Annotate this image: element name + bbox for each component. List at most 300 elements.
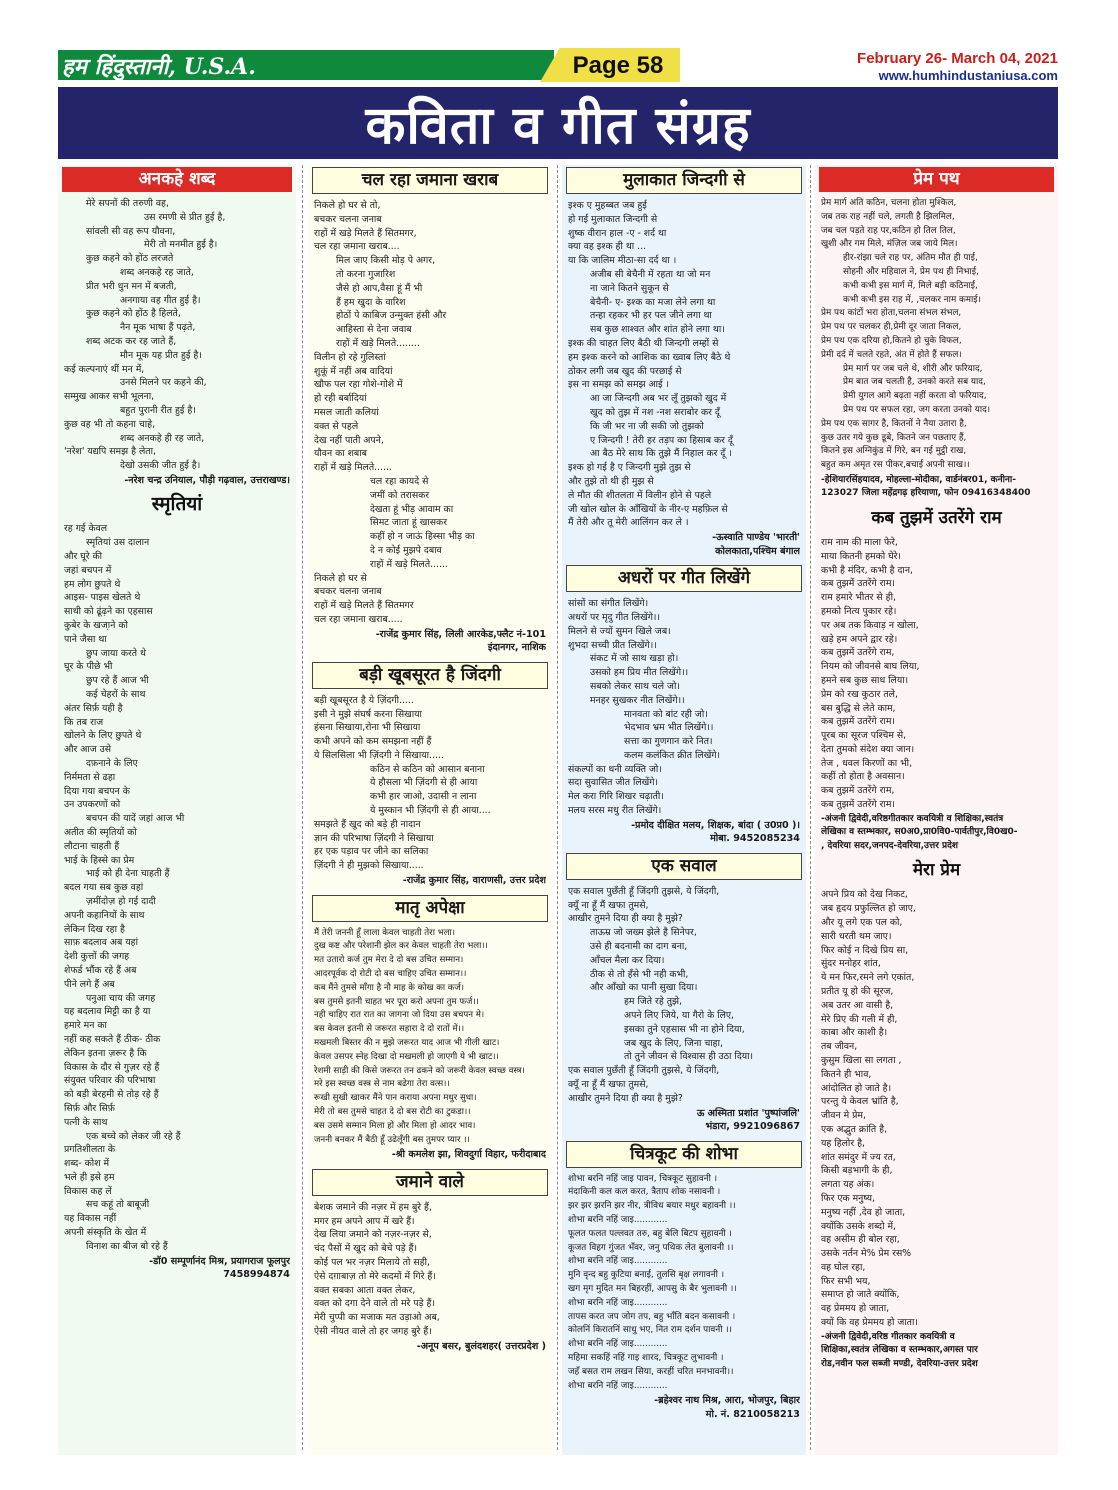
poem-line: चल रहा जमाना खराब....	[314, 241, 400, 253]
poem-line: कभी कभी इस मार्ग में, मिले बड़ी कठिनाई,	[843, 280, 978, 291]
poem-title: मेरा प्रेम	[912, 860, 961, 881]
poem-line: प्रेम को रख कुठार तले,	[821, 688, 898, 700]
poem-line: क्यों कि वह प्रेममय हो जाता।	[821, 1317, 918, 1329]
poem-line: मगर हम अपने आप में खरे हैं।	[314, 1215, 415, 1227]
poem-title: चित्रकूट की शोभा	[566, 1141, 802, 1168]
poem-line: कुछ वह भी तो कहना चाहे,	[64, 418, 156, 430]
poem-line: वक्त से पहले	[314, 420, 359, 432]
poem-line: होठों पे काबिज उन्मुक्त हंसी और	[336, 310, 447, 322]
poem-line: कलम कलंकित क्रीत लिखेंगे।	[624, 749, 721, 761]
poem-line: आइस- पाइस खेलते थे	[64, 592, 141, 604]
poem-line: जीवन मे प्रेम,	[821, 1110, 866, 1122]
poem-title: मुलाकात जिन्दगी से	[566, 167, 802, 194]
poem-line: कोलनिं किरातनिं साधु भए, नित राम दर्शन पावनी ।।	[568, 1325, 732, 1336]
poem-line: विनाश का बीज बो रहे हैं	[86, 1240, 168, 1252]
poem-line: कुछ कहने को होंठ है हिलते,	[86, 308, 181, 320]
poem-line: नियम को जीवनसे बाघ लिया,	[821, 661, 920, 673]
poem-line: मेरी तो बस तुमसे चाहत दे दो बस रोटी का टुकडा।।	[314, 1106, 471, 1117]
poem-line: आंदोलित हो जाते है।	[821, 1082, 892, 1094]
poem-credit: -राजेंद्र कुमार सिंह, वाराणसी, उत्तर प्रदेश	[402, 875, 546, 887]
poem-line: मिल जाए किसी मोड़ पे अगर,	[336, 255, 436, 267]
poem-line: ये सिलसिला भी ज़िंदगी ने सिखाया.....	[314, 749, 444, 761]
poem-line: ए जिन्दगी ! तेरी हर तड़प का हिसाब कर दूँ	[590, 434, 733, 446]
poem-line: उस रमणी से प्रीत हुई है,	[144, 211, 226, 223]
poem-line: तो करना गुजारिश	[336, 268, 396, 280]
poem-line: शब्द- कोश में	[64, 1158, 110, 1170]
poem-line: और आज उसे	[64, 744, 112, 756]
poem-title: अनकहे शब्द	[62, 167, 292, 192]
poem-line: जैसे हो आप,वैसा हूं मैं भी	[336, 282, 423, 294]
poem-line: हीर-रांझा चले राह पर, अंतिम मौत ही पाई,	[843, 253, 978, 264]
poem-body	[815, 197, 1058, 473]
poem-body	[562, 199, 806, 530]
poem-line: एक बच्चे को लेकर जी रहे हैं	[86, 1130, 181, 1142]
poem-line: नैन मूक भाषा हैं पढ़ते,	[120, 322, 196, 334]
poem-line: जब हृदय प्रफुल्लित हो जाए,	[821, 903, 916, 915]
poem-line: भाई के हिस्से का प्रेम	[64, 854, 135, 866]
poem-line: समझते हैं खुद को बड़े ही नादान	[314, 818, 421, 830]
poem-line: प्रीत भरी धुन मन में बजती,	[86, 280, 177, 292]
poem-line: मेरे सपनों की तरुणी वह,	[86, 198, 169, 209]
poem-line: खौफ पल रहा गोशे-गोशे में	[314, 379, 403, 391]
poem-line: बस केवल इतनी से जरूरत सहारा दे दो रातों में।।	[314, 1024, 465, 1035]
poem-line: हो रही बर्बादियां	[314, 393, 367, 405]
poem-line: संकट में जो साथ खड़ा हो।	[590, 653, 679, 665]
poem-line: शोभा बरनि नहिं जाइ............	[568, 1380, 668, 1391]
poem-line: कभी कभी इस राह में, ,चलकर नाम कमाई।	[843, 294, 981, 305]
poem-line: इस ना समझ को समझ आई ।	[568, 379, 670, 391]
poem-line: अपने प्रिय को देख निकट,	[821, 889, 908, 901]
column-4	[815, 165, 1058, 1455]
poem-line: बचपन की यादें जहां आज भी	[86, 813, 185, 825]
poem-line: पीने लगे हैं अब	[64, 978, 115, 990]
poem-line: एक अद्भुत क्रांति है,	[821, 1123, 888, 1135]
poem-line: बचकर चलना जनाब	[314, 213, 382, 225]
poem-line: प्रेम मार्ग पर जब चले थे, शीरी और फरियाद,	[843, 363, 983, 374]
poem-line: क्यूँ ना हूँ मैं खफा तुमसे,	[568, 1079, 649, 1091]
column-1	[58, 165, 296, 1455]
poem-line: हम इश्क करने को आशिक का ख्वाब लिए बैठे थे	[568, 351, 731, 363]
poem-title: बड़ी खूबसूरत है जिंदगी	[312, 662, 548, 689]
poem-line: आँचल मैला कर दिया।	[590, 954, 665, 966]
poem-line: झर झर झरनि झर नीर, त्रीविध बयार मधुर बहावनी ।।	[568, 1201, 736, 1212]
poem-line: तेज , धवल किरणों का भी,	[821, 757, 913, 769]
poem-line: कि जी भर ना जी सकी जो तुझको	[590, 420, 704, 432]
poem-line: प्रेमी दर्द में चलते रहते, अंत में होते हैं सफल।	[821, 349, 962, 360]
poem-line: ठीक से तो हँसे भी नही कभी,	[590, 968, 689, 980]
poem-line: मनुष्य नहीं ,देव हो जाता,	[821, 1206, 906, 1218]
poem-credit: -अंजनी द्विवेदी,वरिष्ठगीतकार कवयित्री व शिक्षिका,स्वतंत्र लेखिका व स्तम्भकार, स0अ0,प्रा0वि0-पार्वतीपुर,वि0ख0- , देवरिया सदर,जनपद-देवरिया,उत्तर प्रदेश	[821, 813, 1018, 851]
poem-line: अधरों पर मृदु गीत लिखेंगे।।	[568, 611, 660, 623]
poem-line: मिलने से ज्यों सुमन खिले जब।	[568, 625, 671, 637]
poem-line: भाई को ही देना चाहती हैं	[86, 868, 170, 880]
poem-body	[815, 536, 1058, 812]
poem-line: बचकर चलना जनाब	[314, 586, 382, 598]
poem-line: निर्ममता से ढहा	[64, 771, 116, 783]
poem-title: मातृ अपेक्षा	[312, 895, 548, 922]
poem-line: भले ही इसे हम	[64, 1171, 115, 1183]
poem-line: यह बदलाव मिट्टी का है या	[64, 1006, 151, 1018]
poem-title: अधरों पर गीत लिखेंगे	[566, 565, 802, 592]
poem-line: साथी को ढूंढ़ने का एहसास	[64, 606, 153, 618]
poem-line: शुकूं में नहीं अब वादियां	[314, 365, 393, 377]
poem-line: इश्क ए मुहब्बत जब हुई	[568, 200, 647, 211]
poem-line: शुभदा सच्ची प्रीत लिखेंगे।।	[568, 639, 657, 651]
poem-line: और घूरे की	[64, 551, 103, 563]
poem-line: मरे इस स्वच्छ वस्त्र से नाम बढेगा तेरा वत्स।।	[314, 1079, 450, 1090]
poem-line: देशी कुत्तों की जगह	[64, 951, 130, 963]
poem-line: जब तक राह नहीं चले, लगती है झिलमिल,	[821, 211, 955, 222]
poem-line: पूरब का सूरज पश्चिम से,	[821, 730, 907, 742]
poem-line: आ जा जिन्दगी अब भर लूँ तुझको खुद में	[590, 393, 727, 405]
poem-line: फिर एक मनुष्य,	[821, 1192, 875, 1204]
poem-line: कभी है मंदिर, कभी है दान,	[821, 564, 913, 576]
poem-line: संकल्पों का धनी व्यक्ति जो।	[568, 763, 662, 775]
poem-line: मेरी तो मनमीत हुई है।	[144, 239, 218, 251]
section-banner	[58, 87, 1058, 159]
poem-line: प्रेम पथ पर चलकर ही,प्रेमी दूर जाता निकल,	[821, 322, 962, 333]
poem-line: हमको नित्य पुकार रहे।	[821, 605, 897, 617]
poem-line: कितने ही भाव,	[821, 1068, 872, 1080]
poem-line: जहँ बसत राम लखन सिया, करहीं चरित मनभावनी।।	[568, 1366, 734, 1377]
poem-line: कि तब राज	[64, 716, 104, 728]
poem-line: फिर सभी भय,	[821, 1275, 871, 1287]
poem-line: बहुत पुरानी रीत हुई है।	[120, 404, 196, 416]
poem-line: रूखी सुखी खाकर मैंने पान कराया अपना मधुर सुधा।	[314, 1093, 477, 1104]
poem-line: रह गई केवल	[64, 523, 108, 535]
poem-line: मत उतारो कर्ज तुम मेरा दे दो बस उचित सम्मान।	[314, 955, 464, 966]
poem-line: मखमली बिस्तर की न मुझे जरूरत याद आज भी गीली खाट।	[314, 1037, 500, 1048]
poem-line: माया कितनी हमको घेरे।	[821, 550, 901, 562]
poem-line: फूलत फलत पल्लवत तरु, बहु बेलि बिटप सुहावनी ।	[568, 1228, 732, 1239]
poem-line: आदरपूर्वक दो रोटी दो बस चाहिए उचित सम्मान।।	[314, 968, 467, 979]
poem-line: महिमा सकहिं नहिं गाइ शारद, चित्रकूट लुभावनी ।	[568, 1352, 724, 1363]
poem-line: या कि जालिम मीठा-सा दर्द था ।	[568, 255, 677, 267]
poem-line: शोभा बरनि नहिं जाइ............	[568, 1256, 668, 1267]
poem-line: हम जिते रहे तुझे,	[624, 996, 682, 1008]
poem-line: पाने जैसा था	[64, 633, 107, 645]
poem-line: ज्ञान की परिभाषा ज़िंदगी ने सिखाया	[314, 832, 434, 844]
poem-body	[562, 1173, 806, 1394]
poem-line: कब तुझमें उतरेंगे राम,	[821, 647, 895, 659]
poem-line: कुछ कहने को होंठ लरजते	[86, 253, 174, 265]
poem-line: शुष्क वीरान हाल -ए - शर्द था	[568, 227, 667, 239]
poem-line: सांवली सी वह रूप यौवना,	[86, 225, 176, 237]
poem-line: मेरी चुप्पी का मजाक मत उड़ाओ अब,	[314, 1312, 440, 1324]
poem-line: छुप जाया करते थे	[86, 647, 146, 659]
poem-line: खुद को तुझ में नश -नश सराबोर कर दूँ	[590, 406, 720, 418]
poem-line: लौटाना चाहती हैं	[64, 840, 120, 852]
poem-line: बेशक जमाने की नज़र में हम बुरे हैं,	[314, 1201, 432, 1213]
poem-line: शब्द अटक कर रह जाते हैं,	[86, 335, 177, 347]
poem-line: दे न कोई मुझपे दबाव	[370, 544, 442, 556]
poem-line: रेशमी साड़ी की किसे जरूरत तन ढकने को जरूरी केवल स्वच्छ वस्त्र।	[314, 1065, 525, 1076]
poem-line: अपनी कहानियों के साथ	[64, 909, 145, 921]
poem-line: वह असीम ही बोल रहा,	[821, 1234, 900, 1246]
poem-line: देख लिया जमाने को नज़र-नज़र से,	[314, 1229, 432, 1241]
poem-line: जहां बचपन में	[64, 564, 112, 576]
poem-credit: -अनूप बसर, बुलंदशहर( उत्तरप्रदेश )	[416, 1340, 546, 1352]
poem-line: सिमट जाता हूं खासकर	[370, 517, 447, 529]
poem-line: वह प्रेममय हो जाता,	[821, 1303, 890, 1315]
column-2	[308, 165, 552, 1455]
poem-line: राहों में खड़े मिलते......	[314, 462, 392, 474]
poem-line: अनगाया वह गीत हुई है।	[120, 294, 201, 306]
poem-credit: -प्रमोद दीक्षित मलय, शिक्षक, बांदा ( उ0प्र0 )। मोबा. 9452085234	[631, 819, 800, 845]
poem-line: खग मृग मुदित मन बिहरहीं, आपसु के बैर भुलावनी ।।	[568, 1284, 737, 1294]
poem-line: कठिन से कठिन को आसान बनाना	[370, 763, 485, 775]
poem-line: राम हमारे भीतर से ही,	[821, 592, 896, 604]
poem-line: कुबेर के खजा़ने को	[64, 620, 128, 632]
column-divider	[302, 165, 303, 1450]
poem-line: और तुझे तो थी ही मुझ से	[568, 475, 654, 487]
poem-line: प्रेम पथ एक दरिया हो,कितने हो चुके विफल,	[821, 335, 962, 346]
poem-line: कहीं हो न जाऊं हिस्सा भीड़ का	[370, 531, 475, 543]
poem-line: फिर कोई न दिखे प्रिय सा,	[821, 944, 909, 956]
poem-line: मनहर सुखकर नीत लिखेंगे।।	[590, 694, 685, 706]
poem-line: किसी बड़भागी के ही,	[821, 1165, 893, 1177]
column-divider	[557, 165, 558, 1450]
website-link[interactable]: www.humhindustaniusa.com	[878, 68, 1058, 83]
poem-line: ले मौत की शीतलता में विलीन होने से पहले	[568, 489, 712, 501]
poem-line: चंद पैसों में खुद को बेचे पड़े हैं।	[314, 1243, 418, 1255]
poem-line: शब्द अनकहे रह जाते,	[120, 266, 194, 278]
poem-line: और आँखो का पानी सुखा दिया।	[590, 982, 698, 994]
poem-line: मौन मूक यह प्रीत हुई है।	[120, 349, 202, 361]
poem-line: स्मृतियां उस दालान	[86, 537, 150, 549]
poem-line: बस उसमे सम्मान मिला हो और मिला हो आदर भाव।	[314, 1120, 476, 1131]
poem-title: चल रहा जमाना खराब	[312, 167, 548, 194]
poem-line: सुंदर मनोहर शांत,	[821, 958, 881, 970]
poem-line: नहीं कह सकते हैं ठीक- ठीक	[64, 1033, 161, 1045]
poem-line: जब खुद के लिए, जिना चाहा,	[624, 1037, 723, 1049]
poem-body	[308, 1201, 552, 1339]
poem-line: दुख कष्ट और परेशानी झेल कर केवल चाहती तेरा भला।।	[314, 941, 488, 952]
poem-line: हो गई मुलाकात जिन्दगी से	[568, 213, 658, 225]
poem-line: कुछ उतर गये कुछ डूबे, कितने जन पछताए हैं,	[821, 432, 967, 443]
poem-line: सबको लेकर साथ चले जो।	[590, 680, 680, 692]
poem-line: प्रेम बात जब चलती है, उनको करते सब याद,	[843, 377, 986, 388]
poem-credit: -राजेंद्र कुमार सिंह, लिली आरकेड,फ्लैट नं-101 इंदानगर, नाशिक	[375, 628, 546, 654]
poem-line: शांत समंदुर में ज्य रत,	[821, 1151, 896, 1163]
poem-line: मैं तेरी और तू मेरी आलिंगन कर ले ।	[568, 517, 689, 529]
poem-line: जब चल पड़ते राह पर,कठिन हो तिल तिल,	[821, 225, 956, 236]
poem-line: आखीर तुमने दिया ही क्या है मुझे?	[568, 1092, 683, 1104]
poem-line: कई चेहरों के साथ	[86, 689, 146, 700]
poem-title: प्रेम पथ	[819, 167, 1054, 192]
poem-line: कुसुम खिला सा लगता ,	[821, 1054, 902, 1066]
poem-line: देख नहीं पाती अपने,	[314, 434, 384, 446]
poem-line: अजीब सी बेचैनी में रहता था जो मन	[590, 268, 711, 280]
poem-line: मेरे प्रिए की गली में ही,	[821, 1013, 898, 1025]
poem-line: सत्ता का गुणगान करे नित।	[624, 736, 713, 748]
poem-line: हर एक पड़ाव पर जीने का सलिका	[314, 846, 429, 858]
poem-title: जमाने वाले	[312, 1169, 548, 1196]
poem-line: अंतर सिर्फ़ यही है	[64, 702, 123, 714]
poem-line: सोहनी और महिवाल ने, प्रेम पथ ही निभाई,	[843, 266, 979, 277]
poem-body	[308, 927, 552, 1148]
poem-line: आखीर तुमने दिया ही क्या है मुझे?	[568, 913, 683, 925]
poem-line: ये हौसला भी ज़िंदगी से ही आया	[370, 777, 478, 789]
poem-credit: -ब्रहेश्वर नाथ मिश्र, आरा, भोजपुर, बिहार मो. नं. 8210058213	[654, 1395, 800, 1420]
poem-line: सम्मुख आकर सभी भूलना,	[64, 391, 155, 403]
poem-line: ठोकर लगी जब खुद की परछाई से	[568, 365, 682, 377]
poem-line: कब मैंने तुमसे माँगा है नौ माह के कोख का कर्ज।	[314, 982, 465, 993]
poem-line: आ बैठ मेरे साथ कि तुझे मैं निहाल कर दूँ ।	[590, 448, 732, 460]
poem-line: बड़ी खूबसूरत है ये ज़िंदगी.....	[314, 694, 414, 706]
poem-line: ऐसी नीयत वाले तो हर जगह बुरे हैं।	[314, 1325, 432, 1337]
poem-line: मलय सरस मधु रीत लिखेंगे।	[568, 805, 662, 817]
poem-line: मेल करा गिरि शिखर चढ़ाती।	[568, 791, 664, 803]
poem-line: मैं तेरी जननी हूँ लाला केवल चाहती तेरा भला।	[314, 927, 456, 938]
publication-name: हम हिंदुस्तानी, U.S.A.	[62, 54, 256, 80]
poem-line: बेचैनी- ए- इश्क का मजा लेने लगा था	[590, 296, 716, 308]
poem-line: बस बुद्धि से लेते काम,	[821, 702, 896, 714]
poem-line: उसको हम प्रिय मीत लिखेंगे।।	[590, 667, 689, 679]
poem-line: सांसों का संगीत लिखेंगे।	[568, 598, 649, 610]
poem-line: शोभा बरनि नहिं जाइ पावन, चित्रकूट सुहावनी ।	[568, 1173, 718, 1184]
poem-line: लगता यह अंक।	[821, 1179, 875, 1191]
poem-body	[308, 199, 552, 627]
poem-line: जमीं को तरासकर	[370, 489, 430, 501]
poem-line: शोभा बरनि नहिं जाइ............	[568, 1215, 668, 1226]
poem-line: सिर्फ़ और सिर्फ़	[64, 1102, 115, 1114]
poem-line: राहों में खड़े मिलते हैं सितमगर	[314, 600, 414, 612]
poem-line: खोलने के लिए छुपते थे	[64, 730, 142, 742]
page-number: Page 58	[572, 52, 664, 79]
poem-line: प्रेम पथ पर सफल रहा, जग करता उनको याद।	[843, 404, 991, 415]
poem-line: को बड़ी बेरहमी से तोड़ रहे हैं	[64, 1089, 159, 1101]
poem-line: दफ़नाने के लिए	[86, 757, 138, 769]
poem-line: परन्तु ये केवल भ्रांति है,	[821, 1096, 899, 1108]
poem-line: खड़े हम अपने द्वार रहे।	[821, 633, 898, 645]
poem-line: बस तुमसे इतनी चाहत भर पूरा करो अपना तुम फर्ज।।	[314, 996, 479, 1007]
poem-line: इसी ने मुझे संघर्ष करना सिखाया	[314, 708, 422, 720]
poem-line: हमने सब कुछ साध लिया।	[821, 674, 909, 686]
poem-body	[58, 522, 296, 1253]
poem-line: अपनी संस्कृति के खेत में	[64, 1227, 147, 1239]
poem-line: सदा सुवासित जीत लिखेंगे।	[568, 777, 659, 789]
poem-line: सच कहूं तो बाबूजी	[86, 1199, 150, 1211]
poem-line: निकले हो घर से तो,	[314, 200, 381, 211]
poem-line: हंसना सिखाया,रोना भी सिखाया	[314, 722, 421, 734]
poem-line: कब तुझमें उतरेंगे राम।	[821, 799, 895, 811]
poem-line: अतीत की स्मृतियों को	[64, 826, 137, 838]
poem-line: ना जाने कितने सुकून से	[590, 282, 669, 294]
poem-line: जी खोल खोल के आँखियों के नीर-ए महफ़िल से	[568, 503, 728, 515]
poem-line: 'नरेश' यद्यपि समझ है लेता,	[64, 446, 156, 458]
poem-line: उसे ही बदनामी का दाग बना,	[590, 941, 688, 953]
poem-line: खुशी और गम मिले, मंज़िल जब जाये मिल।	[821, 239, 958, 250]
poem-line: नही चाहिए रात रात का जागना जो दिया उस बचपन मे।	[314, 1010, 485, 1021]
poem-line: विकास कह लें	[64, 1185, 112, 1197]
poem-line: वक्त सबका आता वक्त लेकर,	[314, 1284, 416, 1296]
poem-line: राम नाम की माला फेरे,	[821, 536, 898, 548]
poem-line: विकास के दौर से गुज़र रहे हैं	[64, 1061, 160, 1073]
poem-line: तापस करत जप जोग तप, बहु भाँति बदन कसावनी ।	[568, 1311, 736, 1322]
poem-line: ताऊम्र जो जख्म झेले है सिनेपर,	[590, 927, 697, 939]
column-divider	[810, 165, 811, 1450]
poem-line: एक सवाल पुछँती हूँ जिंदगी तुझसे, ये जिंदगी,	[568, 1065, 720, 1077]
poem-line: अपने लिए जिये, या गैरो के लिए,	[624, 1010, 734, 1022]
poem-line: तो तुने जीवन से विश्वास ही उठा दिया।	[624, 1051, 754, 1063]
poem-line: ये मन फिर,रमने लगे एकांत,	[821, 972, 915, 984]
poem-line: देखता हूं भीड़ आवाम का	[370, 503, 454, 515]
poem-line: यौवन का शबाब	[314, 448, 367, 460]
poem-line: यह विकास नहीं	[64, 1213, 117, 1225]
poem-line: सारी धरती थम जाए।	[821, 930, 892, 942]
poem-line: वक्त को दगा देने वाले तो मरे पड़े हैं।	[314, 1298, 435, 1310]
poem-body	[562, 597, 806, 818]
poem-credit: -श्री कमलेश झा, शिवदुर्गा विहार, फरीदाबाद	[391, 1149, 546, 1161]
poem-line: राहों में खड़े मिलते........	[336, 337, 420, 349]
poem-line: ज़मींदोज़ हो गई दादी	[86, 895, 156, 907]
poem-line: राहों में खड़े मिलते हैं सितमगर,	[314, 227, 417, 239]
poem-line: कभी अपने को कम समझना नहीं हैं	[314, 736, 432, 748]
poem-line: देखो उसकी जीत हुई है।	[120, 460, 201, 472]
poem-body	[562, 885, 806, 1106]
poem-body	[815, 888, 1058, 1330]
poem-line: क्योंकि उसके शब्दो में,	[821, 1220, 896, 1232]
poem-line: कोई पल भर नज़र मिलाये तो सही,	[314, 1257, 430, 1268]
poem-line: ये मुस्कान भी ज़िंदगी से ही आया....	[370, 805, 491, 817]
poem-line: कब तुझमें उतरेंगे राम,	[821, 785, 895, 797]
poem-line: लेकिन दिख रहा है	[64, 923, 125, 935]
poem-line: निकले हो घर से	[314, 572, 367, 584]
poem-title: कब तुझमें उतरेंगे राम	[871, 507, 1002, 528]
poem-line: सब कुछ शाश्वत और शांत होने लगा था।	[590, 324, 725, 336]
poem-line: प्रेम पथ एक सागर है, कितनों ने नैया उतारा है,	[821, 418, 967, 429]
poem-line: मानवता को बांट रही जो।	[624, 708, 708, 720]
poem-line: उनसे मिलने पर कहने की,	[120, 377, 207, 389]
poem-line: मसल जाती कलियां	[314, 406, 379, 418]
poem-line: कई कल्पनाएं थीं मन में,	[64, 363, 145, 375]
poem-line: चल रहा कायदे से	[370, 475, 429, 487]
poem-line: और यू लगे एक पल को,	[821, 916, 903, 928]
poem-line: पर अब तक किवाड़ न खोला,	[821, 619, 919, 631]
poem-line: ज़िंदगी ने ही मुझको सिखाया.....	[314, 860, 424, 872]
poem-line: कब तुझमें उतरेंगे राम।	[821, 578, 895, 590]
poem-credit: -हेशियारसिंहयादव, मोहल्ला-मोदीका, वार्डनंबर01, कनीना- 123027 जिला महेंद्रगढ़ हरियाणा, फोन 09416348400	[821, 474, 1031, 499]
poem-body	[308, 694, 552, 873]
banner-title: कविता व गीत संग्रह	[365, 94, 751, 156]
poem-line: कूजत विहग गुंजत भँवर, जनु पथिक लेत बुलावनी ।।	[568, 1242, 734, 1253]
poem-line: इश्क हो गई है ए जिन्दगी मुझे तुझ से	[568, 462, 691, 474]
poem-line: कभी हार जाओ, उदासी न लाना	[370, 791, 477, 803]
poem-line: शोभा बरनि नहिं जाइ............	[568, 1339, 668, 1350]
poem-line: अब उतर आ वासी है,	[821, 999, 894, 1011]
poem-line: शब्द अनकहे ही रह जाते,	[120, 432, 205, 444]
poem-title: एक सवाल	[566, 853, 802, 880]
poem-line: इसका तुने एहसास भी ना होने दिया,	[624, 1023, 745, 1035]
poem-credit: -अंजनी द्विवेदी,वरिष्ठ गीतकार कवयित्री व शिक्षिका,स्वतंत्र लेखिका व स्तम्भकार,अगस्त पार रोड,नवीन फल सब्जी मण्डी, देवरिया-उत्तर प्रदेश	[821, 1331, 978, 1369]
poem-line: क्या वह इश्क ही था ...	[568, 241, 647, 253]
poem-line: हैं हम खुदा के वारिश	[336, 296, 406, 308]
poem-line: शेफर्ड भौंक रहे हैं अब	[64, 964, 137, 976]
poem-credit: -नरेश चन्द्र उनियाल, पौड़ी गढ़वाल, उत्तराखण्ड।	[124, 474, 290, 486]
poem-line: ऐसे दग़ाबाज़ तो मेरे कदमों में गिरे हैं।	[314, 1270, 436, 1282]
poem-line: तब जीवन,	[821, 1041, 858, 1053]
poem-line: मंदाकिनी कल कल करत, त्रैताप शोक नसावनी ।	[568, 1187, 721, 1198]
poem-line: साफ़ बदलाव अब यहां	[64, 937, 138, 949]
poem-line: घूर के पीछे भी	[64, 661, 113, 673]
poem-line: संयुक्त परिवार की परिभाषा	[64, 1075, 156, 1087]
poem-line: बहुत कम अमृत रस पीकर,बचाई अपनी साख।।	[821, 460, 970, 471]
poem-line: राहों में खड़े मिलते......	[370, 558, 448, 570]
column-3	[562, 165, 806, 1455]
poem-line: प्रेमी युगल आगे बढ़ता नहीं करता वो फरियाद,	[843, 391, 987, 402]
poem-title: स्मृतियां	[151, 493, 203, 516]
